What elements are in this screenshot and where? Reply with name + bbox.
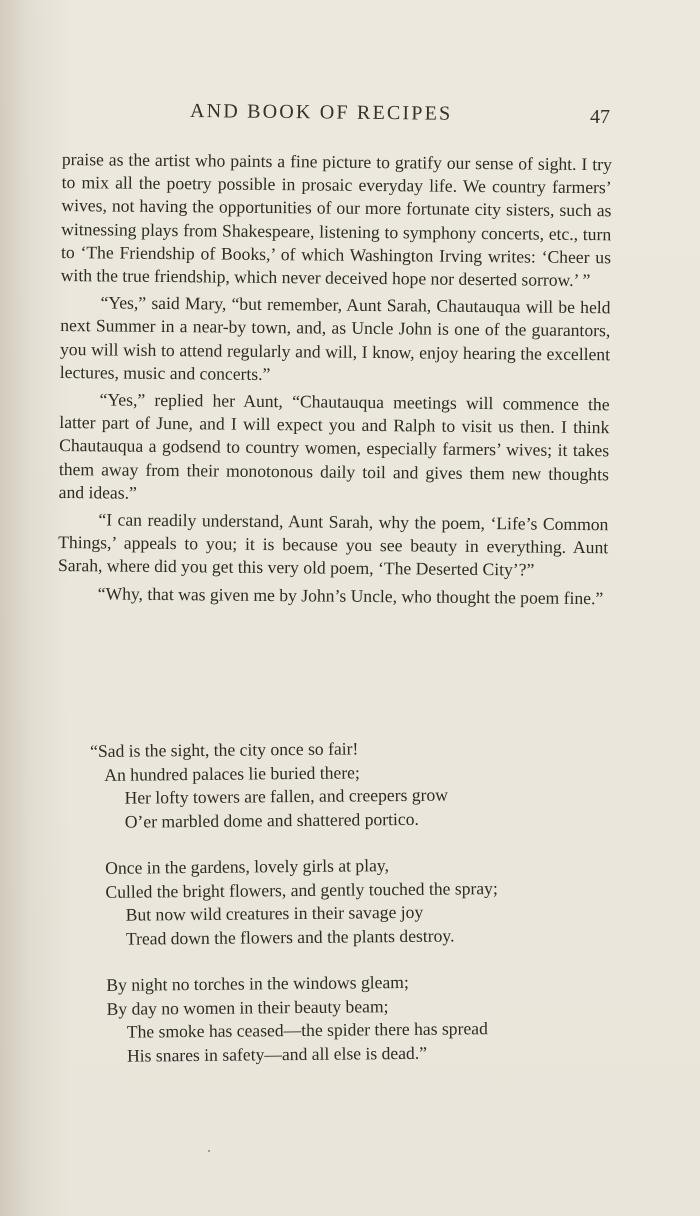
poem-stanza	[91, 852, 612, 951]
body-text	[58, 148, 612, 614]
paragraph: “Yes,” said Mary, “but remember, Aunt Sarah, Chautauqua will be held next Summer in a near-by town, and, as Uncle John is one of the guarantors, you will wish to attend regularly and will, I know, enjoy hearing the excellent lectures, music and concerts.”	[59, 292, 611, 384]
running-head: AND BOOK OF RECIPES	[189, 100, 453, 125]
page-number: 47	[590, 106, 610, 128]
poem-line: By day no women in their beauty beam;	[106, 995, 389, 1019]
poem-line: Once in the gardens, lovely girls at play,	[105, 855, 390, 878]
paper-speck	[208, 1150, 210, 1152]
poem-line: Tread down the flowers and the plants destroy.	[125, 925, 455, 949]
poem	[90, 735, 613, 1091]
paragraph: “Yes,” replied her Aunt, “Chautauqua meetings will commence the latter part of June, and I will expect you and Ralph to visit us then. I think Chautauqua a godsend to country women, especially farmers’ wives; it takes them away from their monotonous daily toil and gives them new thoughts and ideas.”	[58, 389, 610, 503]
poem-line: O’er marbled dome and shattered portico.	[124, 808, 419, 832]
poem-stanza	[90, 735, 611, 834]
poem-line: Culled the bright flowers, and gently touched the spray;	[105, 877, 498, 902]
poem-line: Her lofty towers are fallen, and creepers grow	[124, 784, 449, 808]
poem-line: But now wild creatures in their savage joy	[125, 901, 424, 925]
poem-line: “Sad is the sight, the city once so fair!	[90, 738, 359, 761]
poem-line: An hundred palaces lie buried there;	[104, 761, 360, 785]
poem-line: His snares in safety—and all else is dead.”	[126, 1042, 428, 1066]
paragraph: “Why, that was given me by John’s Uncle, who thought the poem fine.”	[97, 583, 604, 608]
poem-line: The smoke has ceased—the spider there has spread	[126, 1018, 488, 1042]
paragraph: “I can readily understand, Aunt Sarah, why the poem, ‘Life’s Common Things,’ appeals to you; it is because you see beauty in everything. Aunt Sarah, where did you get this very old poem, ‘The Deserted City’?”	[57, 509, 609, 581]
poem-line: By night no torches in the windows gleam;	[106, 971, 409, 995]
poem-stanza	[92, 969, 613, 1068]
paragraph: praise as the artist who paints a fine picture to gratify our sense of sight. I try to mix all the poetry possible in prosaic everyday life. We country farmers’ wives, not having the opportunities of our more fortunate city sisters, such as witnessing plays from Shakespeare, listening to symphony concerts, etc., turn to ‘The Friendship of Books,’ of which Washington Irving writes: ‘Cheer us with the true friendship, which never deceived hope nor deserted sorrow.’ ”	[60, 148, 612, 291]
